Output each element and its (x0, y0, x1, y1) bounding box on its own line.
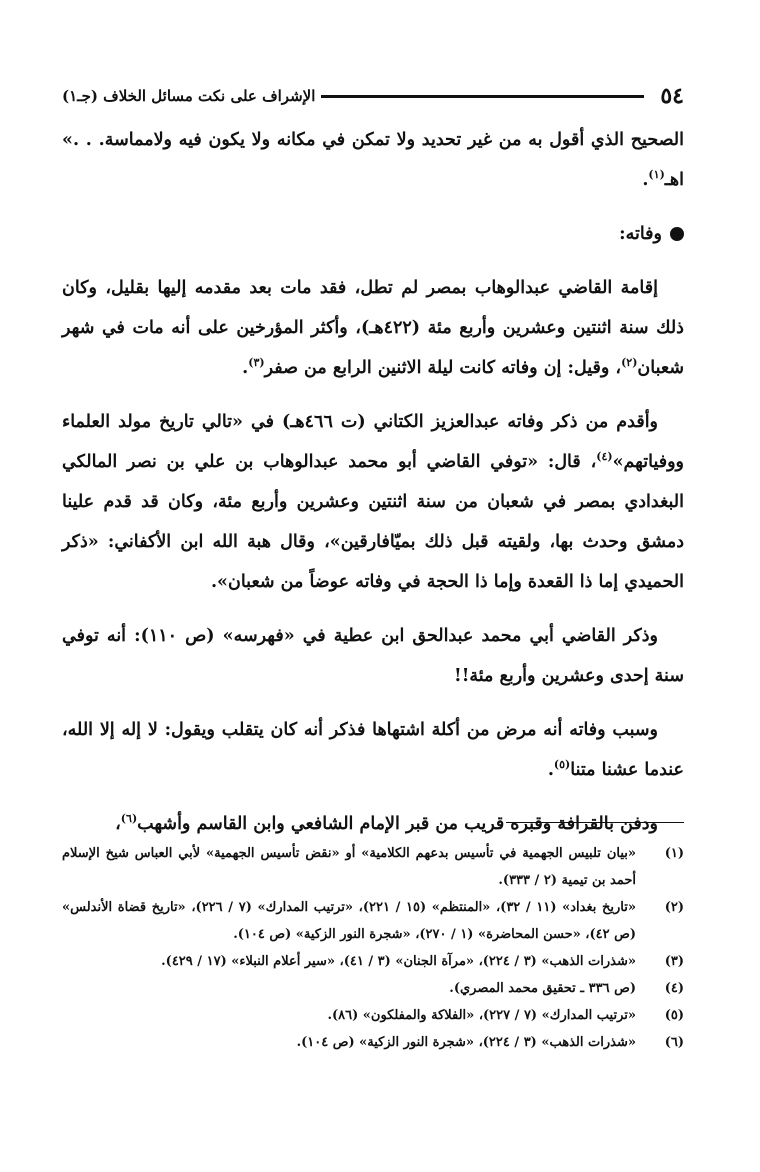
footnote-ref-1: (١) (648, 168, 665, 182)
paragraph-4: وذكر القاضي أبي محمد عبدالحق ابن عطية في «فهرسه» (ص ١١٠): أنه توفي سنة إحدى وعشرين وأربع مئة!! (62, 626, 684, 686)
paragraph-6: ودفن بالقرافة وقبره قريب من قبر الإمام الشافعي وابن القاسم وأشهب$^{(٦)}$، (115, 812, 658, 834)
footnote (62, 975, 684, 1002)
footnote-text: «شذرات الذهب» (٣ / ٢٢٤)، «شجرة النور الزكية» (ص ١٠٤). (296, 1035, 636, 1050)
footnotes (62, 840, 684, 1056)
footnote (62, 1029, 684, 1056)
bullet-icon (670, 227, 684, 241)
footnote-text: (ص ٣٣٦ ـ تحقيق محمد المصري). (449, 981, 636, 996)
running-title: الإشراف على نكت مسائل الخلاف (جـ١) (62, 87, 316, 105)
main-text (62, 120, 684, 858)
footnote (62, 894, 684, 948)
header-rule (321, 95, 644, 98)
footnote-text: «بيان تلبيس الجهمية في تأسيس بدعهم الكلامية» أو «نقض تأسيس الجهمية» لأبي العباس شيخ الإسلام أحمد بن تيمية (٢ / ٣٣٣). (62, 846, 636, 888)
paragraph-5: وسبب وفاته أنه مرض من أكلة اشتهاها فذكر أنه كان يتقلب ويقول: لا إله إلا الله، عندما عشنا متنا$^{(٥)}$. (62, 720, 684, 780)
footnote-number: (٣) (664, 954, 684, 969)
footnote-ref-4: (٤) (596, 450, 613, 464)
footnote-ref-6: (٦) (120, 812, 138, 826)
footnote-number: (٦) (664, 1035, 684, 1050)
footnote (62, 840, 684, 894)
footnote-text: «شذرات الذهب» (٣ / ٢٢٤)، «مرآة الجنان» (٣ / ٤١)، «سير أعلام النبلاء» (١٧ / ٤٢٩). (161, 954, 636, 969)
footnote-number: (٢) (664, 900, 684, 915)
page-number: ٥٤ (660, 83, 684, 109)
footnote-ref-3: (٣) (248, 356, 265, 370)
footnote (62, 1002, 684, 1029)
section-heading (62, 214, 684, 254)
footnote-separator (506, 822, 684, 823)
footnote-number: (٥) (664, 1008, 684, 1023)
footnote-ref-2: (٢) (621, 356, 638, 370)
footnote-text: «تاريخ بغداد» (١١ / ٣٢)، «المنتظم» (١٥ / ٢٢١)، «ترتيب المدارك» (٧ / ٢٢٦)، «تاريخ قضاة الأندلس» (ص ٤٢)، «حسن المحاضرة» (١ / ٢٧٠)، «شجرة النور الزكية» (ص ١٠٤). (62, 900, 636, 942)
section-title: وفاته: (619, 224, 662, 244)
paragraph-2: إقامة القاضي عبدالوهاب بمصر لم تطل، فقد مات بعد مقدمه إليها بقليل، وكان ذلك سنة اثنتين وعشرين وأربع مئة (٤٢٢هـ)، وأكثر المؤرخين على أنه مات في شهر شعبان$^{(٢)}$، وقيل: إن وفاته كانت ليلة الاثنين الرابع من صفر$^{(٣)}$. (62, 278, 684, 378)
paragraph-1: الصحيح الذي أقول به من غير تحديد ولا تمكن في مكانه ولا يكون فيه ولامماسة. . .» اهـ$^{(١)}$. (62, 130, 684, 190)
paragraph-3: وأقدم من ذكر وفاته عبدالعزيز الكتاني (ت ٤٦٦هـ) في «تالي تاريخ مولد العلماء ووفياتهم»$^{(٤)}$، قال: «توفي القاضي أبو محمد عبدالوهاب بن علي بن نصر المالكي البغدادي بمصر في شعبان من سنة اثنتين وعشرين وأربع مئة، وكان قد قدم علينا دمشق وحدث بها، ولقيته قبل ذلك بميّافارقين»، وقال هبة الله ابن الأكفاني: «ذكر الحميدي إما ذا القعدة وإما ذا الحجة في وفاته عوضاً من شعبان». (62, 412, 684, 592)
footnote-number: (٤) (664, 981, 684, 996)
footnote-text: «ترتيب المدارك» (٧ / ٢٢٧)، «الفلاكة والمفلكون» (٨٦). (327, 1008, 636, 1023)
footnote-ref-5: (٥) (553, 758, 571, 772)
footnote-number: (١) (664, 846, 684, 861)
footnote (62, 948, 684, 975)
page-header (62, 80, 684, 112)
